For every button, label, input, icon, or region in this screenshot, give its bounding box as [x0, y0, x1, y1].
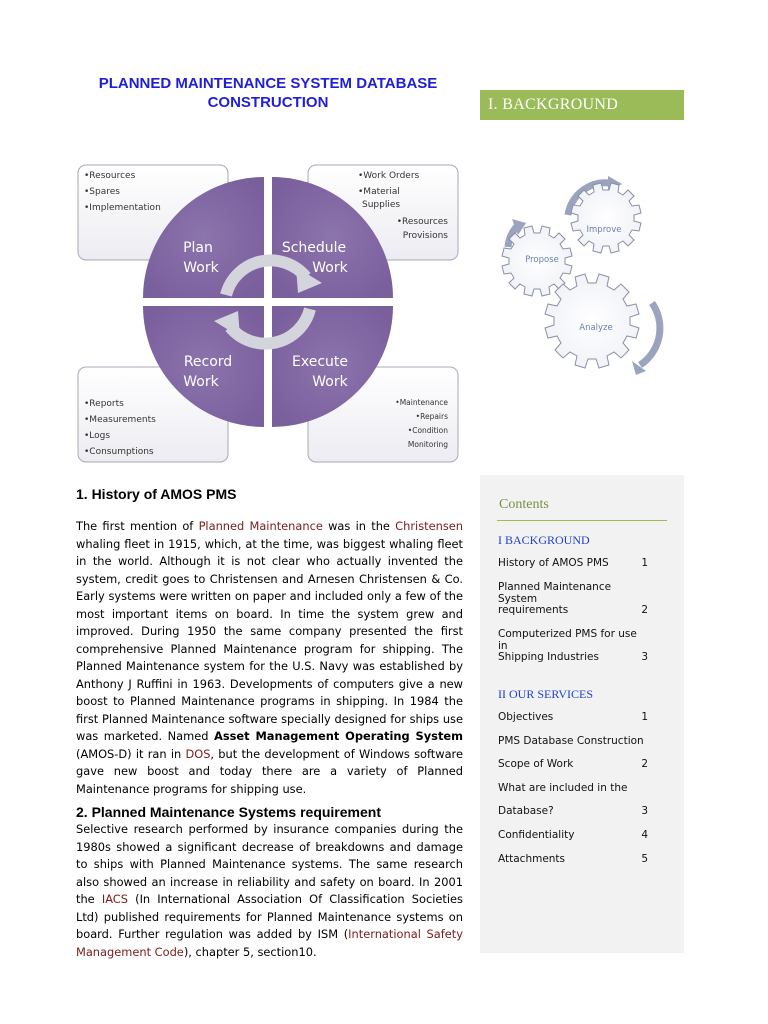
schedule-label-2: Work	[312, 260, 348, 276]
execute-bullet: •Repairs	[415, 412, 448, 421]
toc-item[interactable]	[498, 829, 648, 841]
improvement-gears-diagram	[490, 175, 680, 380]
record-bullet: •Measurements	[84, 415, 156, 425]
text-run: (In International Association Of Classification Societies Ltd) published requirements for Planned Maintenance systems on board. Further regulation was added by ISM (	[76, 892, 463, 941]
christensen-link[interactable]: Christensen	[395, 519, 463, 533]
schedule-bullet: •Resources	[396, 217, 448, 227]
requirement-paragraph	[76, 821, 463, 961]
plan-bullet: •Resources	[84, 171, 136, 181]
section-heading-requirement: 2. Planned Maintenance Systems requirement	[76, 804, 381, 820]
planned-maintenance-link[interactable]: Planned Maintenance	[198, 519, 323, 533]
toc-section-services[interactable]: II OUR SERVICES	[498, 687, 594, 701]
plan-label-2: Work	[183, 260, 219, 276]
text-run: Selective research performed by insurance companies during the 1980s showed a significant decrease of breakdowns and damage to ships with Planned Maintenance systems. The same research also showed an increase in reliability and safety on board. In 2001 the	[76, 822, 463, 906]
text-run: ), chapter 5, section10.	[183, 944, 317, 959]
toc-item[interactable]	[498, 805, 648, 817]
text-run: (AMOS-D) it ran in	[76, 746, 186, 761]
record-bullet: •Logs	[84, 431, 111, 441]
analyze-gear	[545, 274, 639, 368]
toc-item-label: Scope of Work	[498, 758, 574, 770]
toc-item-page: 2	[641, 604, 648, 616]
text-run: The first mention of	[76, 519, 199, 533]
schedule-label-1: Schedule	[281, 240, 347, 256]
plan-bullet: •Spares	[84, 187, 120, 197]
toc-item[interactable]	[498, 758, 648, 770]
toc-item-label: PMS Database Construction	[498, 735, 644, 747]
toc-section-background[interactable]: I BACKGROUND	[498, 533, 590, 547]
toc-item-page: 1	[641, 711, 648, 723]
plan-label-1: Plan	[183, 240, 213, 256]
contents-divider	[497, 520, 667, 521]
toc-item[interactable]	[498, 557, 648, 569]
toc-item[interactable]	[498, 735, 648, 747]
schedule-bullet: Provisions	[402, 231, 448, 241]
execute-bullet: Monitoring	[407, 440, 448, 449]
contents-title: Contents	[499, 497, 549, 512]
toc-item[interactable]	[498, 711, 648, 723]
toc-item-label: Planned Maintenance System	[498, 581, 612, 605]
record-label-2: Work	[183, 374, 219, 390]
toc-item-page: 3	[641, 651, 648, 663]
toc-item-label: Shipping Industries	[498, 651, 599, 663]
plan-bullet: •Implementation	[84, 203, 161, 213]
gear-arrow-right	[640, 303, 660, 365]
toc-item-label: Confidentiality	[498, 829, 575, 841]
section-heading-history: 1. History of AMOS PMS	[76, 486, 237, 502]
contents-sidebar	[480, 475, 684, 953]
toc-item-label: requirements	[498, 604, 569, 616]
schedule-bullet: Supplies	[362, 200, 401, 210]
toc-item[interactable]	[498, 581, 648, 605]
improve-label: Improve	[586, 225, 622, 235]
toc-item-page: 5	[641, 853, 648, 865]
text-run: was in the	[322, 519, 396, 533]
iacs-link[interactable]: IACS	[101, 892, 128, 906]
execute-label-2: Work	[312, 374, 348, 390]
toc-item-label: What are included in the	[498, 782, 628, 794]
toc-item[interactable]	[498, 853, 648, 865]
schedule-bullet: •Work Orders	[358, 171, 420, 181]
ism-link[interactable]: International Safety Management Code	[76, 927, 463, 959]
toc-item-label: Database?	[498, 805, 554, 817]
toc-item-page: 4	[641, 829, 648, 841]
toc-item-page: 3	[641, 805, 648, 817]
execute-label-1: Execute	[292, 354, 348, 370]
toc-item-label: Objectives	[498, 711, 554, 723]
text-run: whaling fleet in 1915, which, at the time, was biggest whaling fleet in the world. Although it is not clear who actually invented the system, credit goes to Christensen and Arnesen Christensen & Co. Early systems were written on paper and included only a few of the most important items on board. In time the system grew and improved. During 1950 the same company presented the first comprehensive Planned Maintenance program for shipping. The Planned Maintenance system for the U.S. Navy was established by Anthony J Ruffini in 1963. Developments of computers give a new boost to Planned Maintenance programs in shipping. In 1984 the first Planned Maintenance software specially designed for ships use was marketed. Named	[76, 536, 463, 743]
bold-text: Asset Management Operating System	[214, 729, 463, 743]
toc-item-page: 1	[641, 557, 648, 569]
schedule-bullet: •Material	[358, 187, 400, 197]
improve-gear	[571, 183, 641, 253]
dos-link[interactable]: DOS	[185, 746, 211, 761]
text-run: , but the development of Windows software gave new boost and today there are a variety of Planned Maintenance programs for shipping use.	[76, 746, 463, 796]
background-header-label: I. BACKGROUND	[488, 96, 619, 113]
toc-item[interactable]	[498, 604, 648, 616]
record-bullet: •Reports	[84, 399, 124, 409]
toc-item-page: 2	[641, 758, 648, 770]
history-paragraph	[76, 518, 463, 798]
record-bullet: •Consumptions	[84, 447, 154, 457]
toc-item-label: Computerized PMS for use in	[498, 628, 637, 652]
execute-bullet: •Condition	[407, 426, 448, 435]
toc-item[interactable]	[498, 651, 648, 663]
maintenance-cycle-diagram	[68, 155, 468, 470]
background-section-header	[480, 90, 684, 120]
document-title: PLANNED MAINTENANCE SYSTEM DATABASE CONSTRUCTION	[98, 75, 438, 111]
toc-item[interactable]	[498, 628, 648, 652]
toc-item[interactable]	[498, 782, 648, 794]
propose-label: Propose	[525, 255, 559, 265]
toc-item-label: Attachments	[498, 853, 566, 865]
toc-item-label: History of AMOS PMS	[498, 557, 609, 569]
record-label-1: Record	[183, 354, 233, 370]
analyze-label: Analyze	[579, 323, 613, 333]
execute-bullet: •Maintenance	[395, 398, 448, 407]
